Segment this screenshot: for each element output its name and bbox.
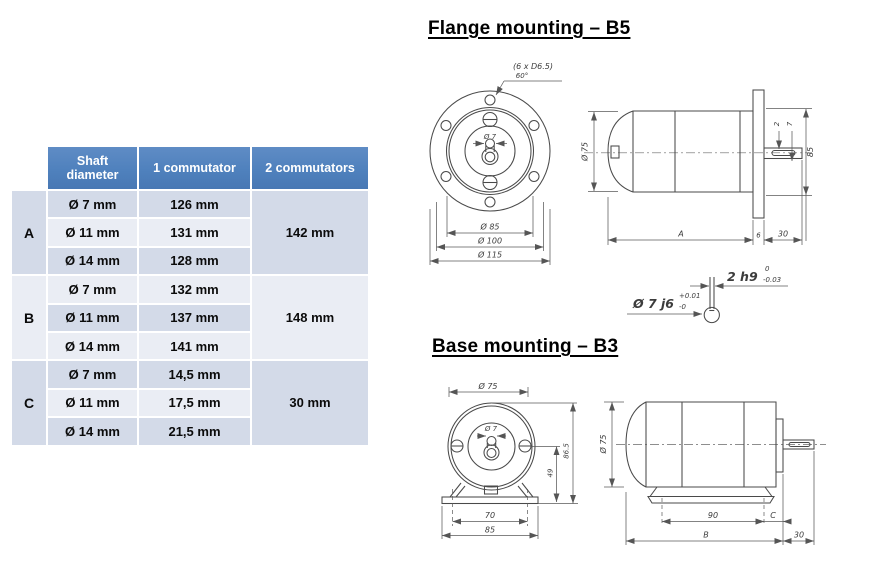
b5-key-tol-upper: 0: [765, 265, 770, 273]
b5-key-tol-lower: -0.03: [763, 276, 782, 284]
b5-85-dimension: [766, 109, 812, 242]
b5-shaft-detail: [627, 265, 788, 323]
shaft-cell: Ø 7 mm: [48, 276, 137, 302]
group-label-b: B: [12, 276, 46, 359]
col-header-2-commutators: 2 commutators: [252, 147, 368, 189]
b5-length-a-label: A: [678, 229, 684, 239]
b5-shaft-tol-lower: -0: [679, 303, 686, 311]
b5-bolt-angle-label: 60°: [515, 72, 529, 80]
one-commutator-cell: 141 mm: [139, 333, 250, 359]
b5-flange-circles: [430, 91, 550, 211]
b5-dim-100-label: Ø 100: [477, 236, 503, 246]
shaft-cell: Ø 11 mm: [48, 219, 137, 245]
b3-base-foot: [648, 487, 774, 526]
col-header-shaft-diameter: Shaft diameter: [48, 147, 137, 189]
b5-side-view: [580, 90, 816, 245]
b5-brush-screws: [483, 113, 497, 190]
flange-mounting-title: Flange mounting – B5: [428, 18, 631, 39]
b3-front-dimensions: [442, 403, 578, 539]
b5-length-dimensions: [608, 160, 802, 245]
b5-bolt-note-label: (6 x D6.5): [512, 62, 554, 71]
one-commutator-cell: 132 mm: [139, 276, 250, 302]
b5-shaft-dia-label: Ø 7: [483, 133, 497, 141]
one-commutator-cell: 17,5 mm: [139, 390, 250, 416]
b3-axis-height-label: 49: [546, 468, 555, 478]
b3-length-dimensions: [626, 451, 814, 545]
b5-body-dia-label: Ø 75: [580, 141, 590, 162]
shaft-cell: Ø 14 mm: [48, 418, 137, 444]
b3-front-view: [442, 381, 578, 539]
b3-shaft-dia-label: Ø 7: [484, 425, 498, 433]
b5-dim-115-label: Ø 115: [477, 250, 503, 260]
b3-base-width-label: 85: [484, 525, 496, 535]
shaft-cell: Ø 7 mm: [48, 191, 137, 217]
b5-shaft-tol-upper: +0.01: [679, 292, 701, 300]
shaft-cell: Ø 11 mm: [48, 390, 137, 416]
b3-offset-c-label: C: [770, 511, 776, 520]
one-commutator-cell: 126 mm: [139, 191, 250, 217]
b3-end-cap: [776, 419, 783, 472]
b5-shaft-d-label: 7: [786, 121, 794, 127]
shaft-cell: Ø 11 mm: [48, 305, 137, 331]
one-commutator-cell: 137 mm: [139, 305, 250, 331]
b3-body-dia-label: Ø 75: [599, 434, 608, 454]
b5-bolt-holes: [441, 95, 539, 207]
two-commutator-cell: 142 mm: [252, 191, 368, 274]
b5-flange-plate: [753, 90, 764, 218]
b5-center-shaft: [473, 139, 507, 165]
b5-shaft-length-label: 30: [777, 229, 789, 239]
b5-shaft: [764, 148, 802, 159]
col-header-1-commutator: 1 commutator: [139, 147, 250, 189]
b3-height-label: 86.5: [562, 443, 571, 459]
shaft-cell: Ø 7 mm: [48, 361, 137, 387]
b5-key-spec-label: 2 h9: [727, 269, 758, 284]
b5-dim-85-label: Ø 85: [480, 222, 500, 232]
b3-shaft-length-label: 30: [793, 530, 805, 540]
two-commutator-cell: 148 mm: [252, 276, 368, 359]
b5-front-view: [430, 62, 562, 265]
b5-dia75-dimension: [588, 112, 618, 192]
b3-top-dia-label: Ø 75: [478, 382, 498, 391]
one-commutator-cell: 131 mm: [139, 219, 250, 245]
two-commutator-cell: 30 mm: [252, 361, 368, 444]
one-commutator-cell: 128 mm: [139, 248, 250, 274]
b3-length-b-label: B: [703, 530, 709, 540]
b5-key-width-label: 2: [773, 121, 781, 127]
base-mounting-title: Base mounting – B3: [432, 336, 619, 357]
one-commutator-cell: 14,5 mm: [139, 361, 250, 387]
b5-shaft-spec-label: Ø 7 j6: [633, 296, 675, 311]
one-commutator-cell: 21,5 mm: [139, 418, 250, 444]
group-label-c: C: [12, 361, 46, 444]
b5-motor-body: [608, 111, 753, 192]
shaft-cell: Ø 14 mm: [48, 248, 137, 274]
b5-85-label: 85: [806, 146, 815, 158]
b5-flange-thickness-label: 6: [756, 231, 761, 240]
b5-key-dimensions: [779, 131, 792, 161]
b3-side-view: [598, 402, 826, 545]
shaft-cell: Ø 14 mm: [48, 333, 137, 359]
b3-center-shaft: [477, 436, 506, 460]
group-label-a: A: [12, 191, 46, 274]
b3-base-length-label: 90: [707, 511, 719, 520]
b3-feet-span-label: 70: [484, 511, 496, 520]
